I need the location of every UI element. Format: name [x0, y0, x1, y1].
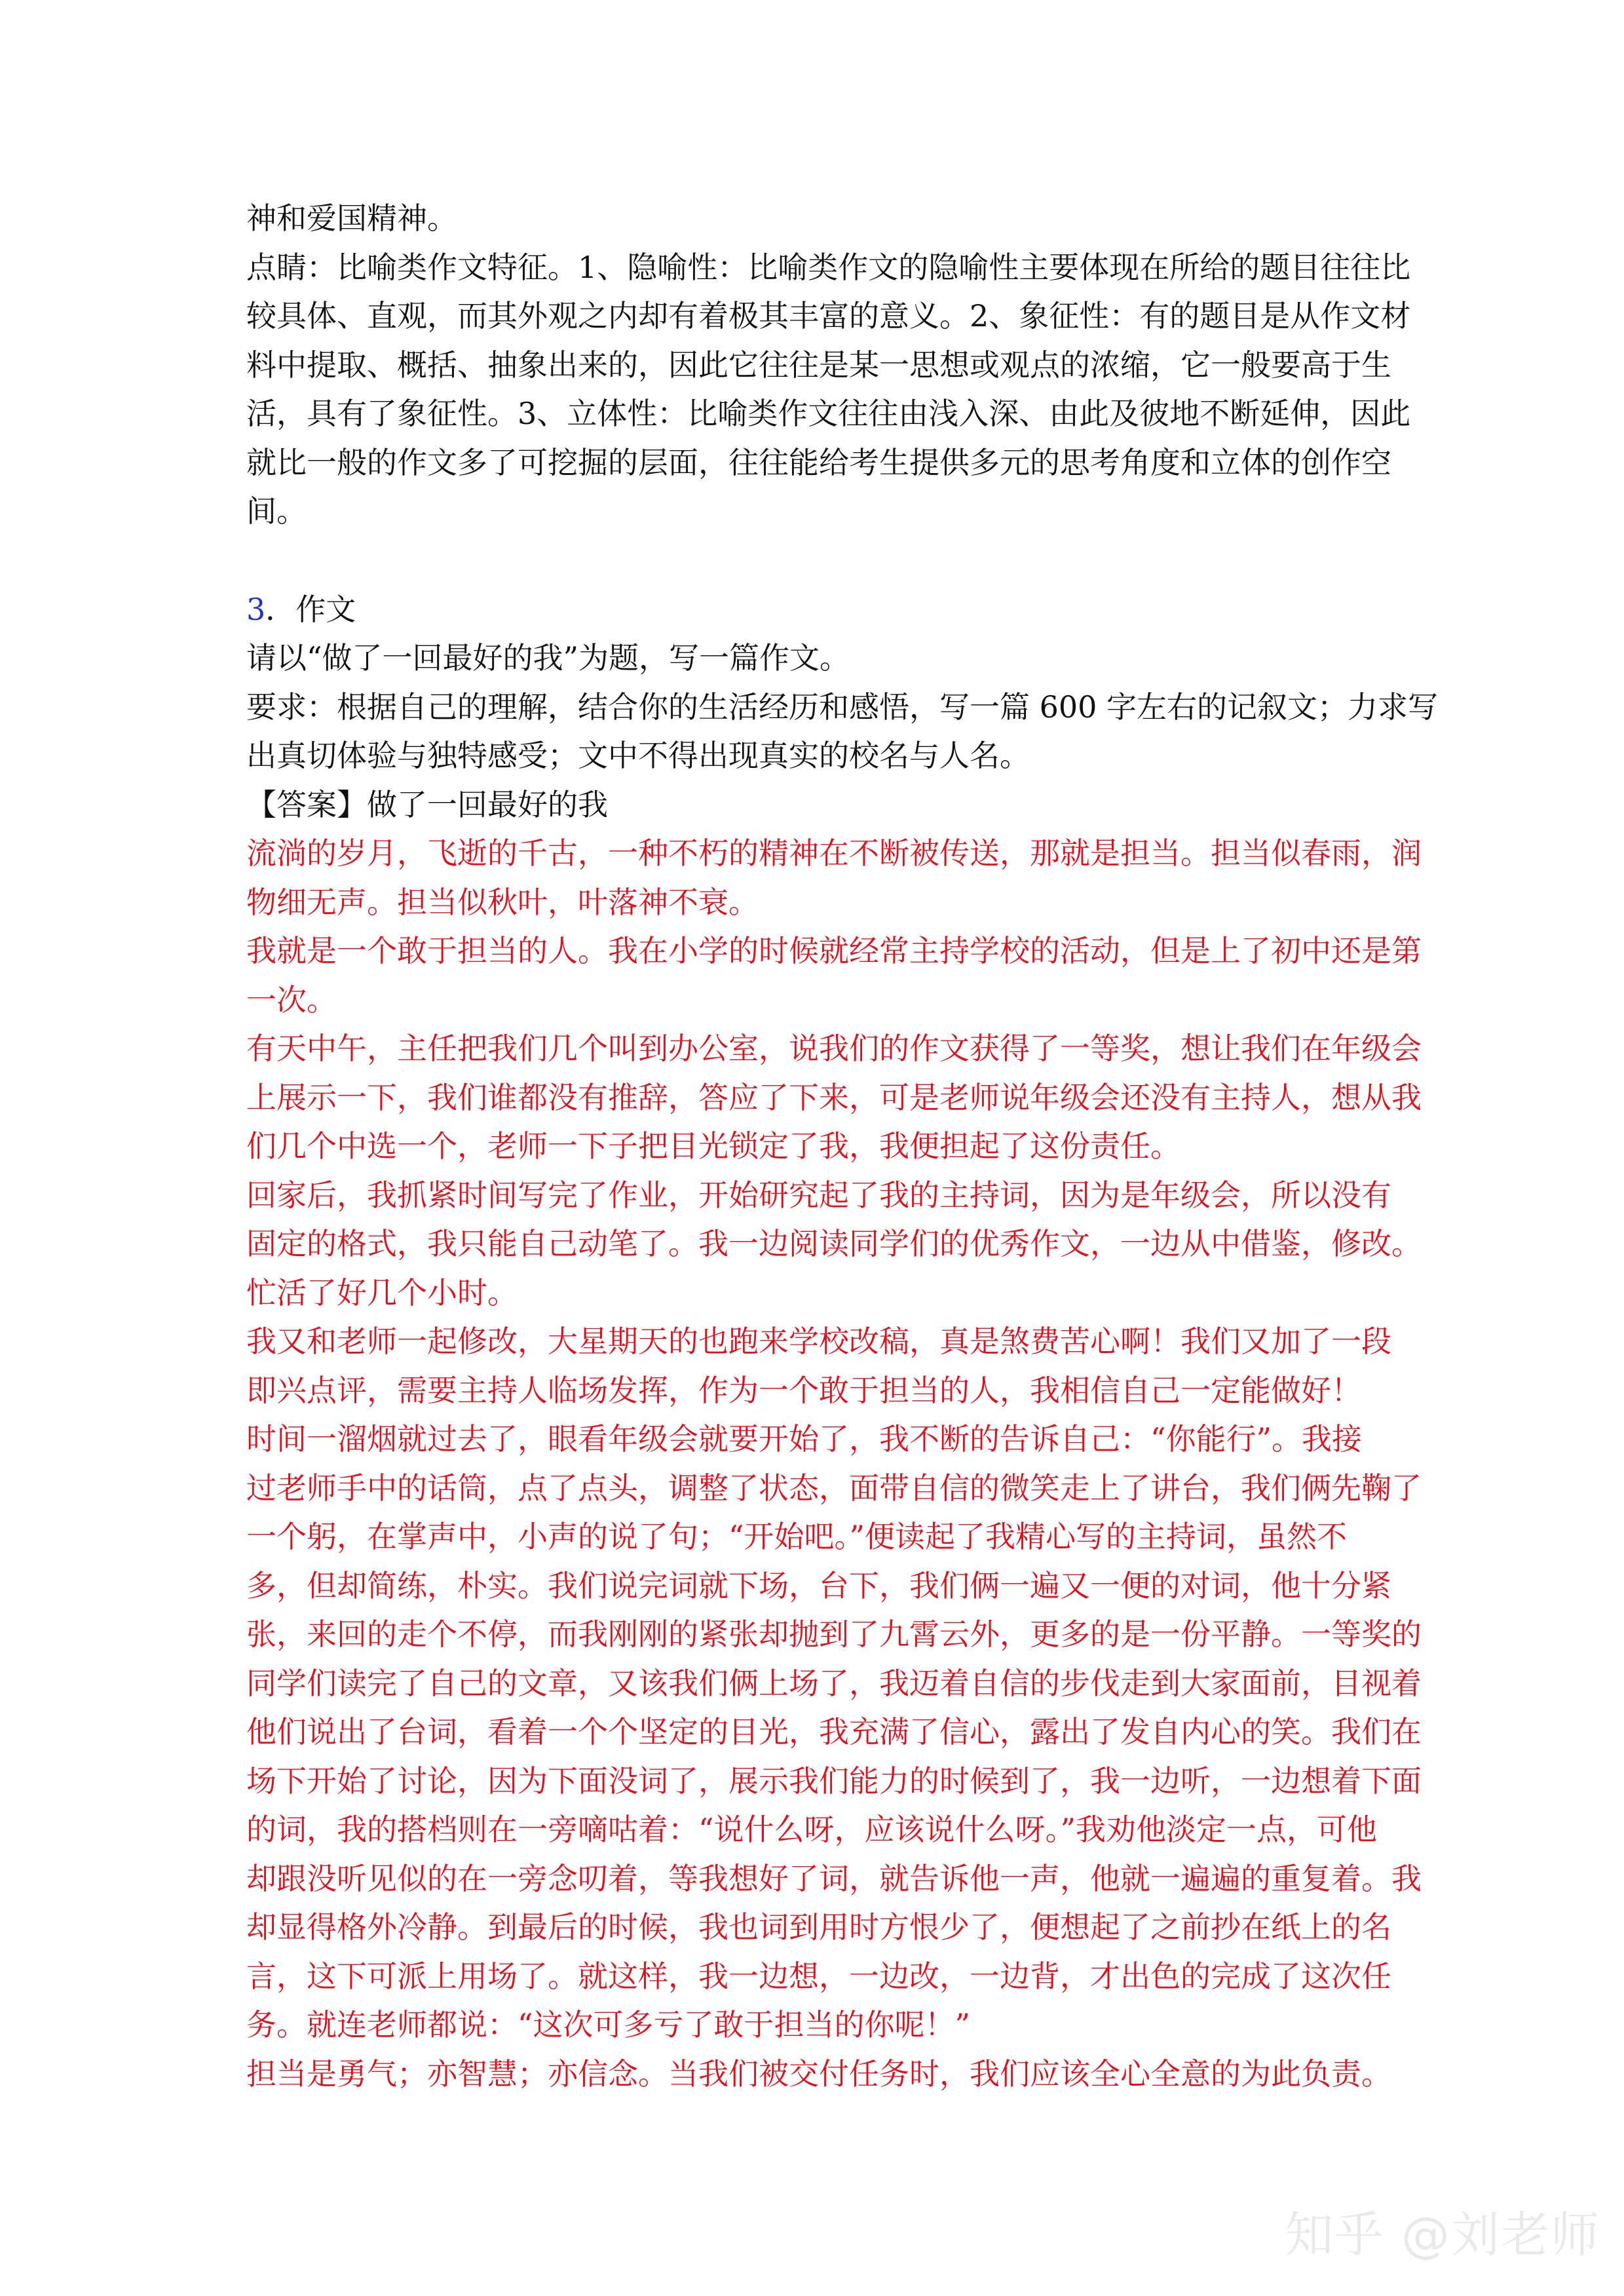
- essay-body: [246, 829, 1422, 2098]
- question-number: 3: [246, 591, 266, 627]
- essay-line: 场下开始了讨论，因为下面没词了，展示我们能力的时候到了，我一边听，一边想着下面: [246, 1763, 1422, 1799]
- essay-line: 他们说出了台词，看着一个个坚定的目光，我充满了信心，露出了发自内心的笑。我们在: [246, 1714, 1422, 1750]
- requirement-line: 出真切体验与独特感受；文中不得出现真实的校名与人名。: [246, 738, 1030, 773]
- essay-line: 言，这下可派上用场了。就这样，我一边想，一边改，一边背，才出色的完成了这次任: [246, 1958, 1391, 1994]
- essay-line: 物细无声。担当似秋叶，叶落神不衰。: [246, 884, 759, 920]
- essay-line: 张，来回的走个不停，而我刚刚的紧张却抛到了九霄云外，更多的是一份平静。一等奖的: [246, 1617, 1422, 1652]
- essay-line: 一个躬，在掌声中，小声的说了句；“开始吧。”便读起了我精心写的主持词，虽然不: [246, 1519, 1348, 1554]
- essay-line: 担当是勇气；亦智慧；亦信念。当我们被交付任务时，我们应该全心全意的为此负责。: [246, 2056, 1391, 2092]
- essay-line: 们几个中选一个，老师一下子把目光锁定了我，我便担起了这份责任。: [246, 1128, 1180, 1164]
- essay-line: 上展示一下，我们谁都没有推辞，答应了下来，可是老师说年级会还没有主持人，想从我: [246, 1079, 1422, 1115]
- essay-line: 有天中午，主任把我们几个叫到办公室，说我们的作文获得了一等奖，想让我们在年级会: [246, 1031, 1422, 1066]
- essay-line: 同学们读完了自己的文章，又该我们俩上场了，我迈着自信的步伐走到大家面前，目视着: [246, 1665, 1422, 1701]
- essay-line: 务。就连老师都说：“这次可多亏了敢于担当的你呢！”: [246, 2007, 971, 2042]
- essay-line: 多，但却简练，朴实。我们说完词就下场，台下，我们俩一遍又一便的对词，他十分紧: [246, 1567, 1391, 1603]
- text-line: 点睛：比喻类作文特征。1、隐喻性：比喻类作文的隐喻性主要体现在所给的题目往往比: [246, 249, 1411, 285]
- essay-line: 却跟没听见似的在一旁念叨着，等我想好了词，就告诉他一声，他就一遍遍的重复着。我: [246, 1860, 1422, 1896]
- question-title: ．作文: [265, 591, 356, 627]
- text-line: 料中提取、概括、抽象出来的，因此它往往是某一思想或观点的浓缩，它一般要高于生: [246, 347, 1391, 383]
- text-line: 活，具有了象征性。3、立体性：比喻类作文往往由浅入深、由此及彼地不断延伸，因此: [246, 396, 1411, 431]
- essay-line: 即兴点评，需要主持人临场发挥，作为一个敢于担当的人，我相信自己一定能做好！: [246, 1372, 1361, 1408]
- text-line: 神和爱国精神。: [246, 201, 457, 236]
- document-page: [246, 194, 1439, 2098]
- question-heading: [246, 585, 1386, 634]
- essay-line: 的词，我的搭档则在一旁嘀咕着：“说什么呀，应该说什么呀。”我劝他淡定一点，可他: [246, 1812, 1378, 1847]
- essay-line: 一次。: [246, 982, 337, 1018]
- essay-line: 固定的格式，我只能自己动笔了。我一边阅读同学们的优秀作文，一边从中借鉴，修改。: [246, 1226, 1422, 1261]
- section-gap: [246, 536, 1386, 585]
- text-line: 就比一般的作文多了可挖掘的层面，往往能给考生提供多元的思考角度和立体的创作空: [246, 444, 1391, 480]
- essay-line: 时间一溜烟就过去了，眼看年级会就要开始了，我不断的告诉自己：“你能行”。我接: [246, 1421, 1363, 1457]
- essay-line: 却显得格外冷静。到最后的时候，我也词到用时方恨少了，便想起了之前抄在纸上的名: [246, 1909, 1391, 1945]
- zhihu-watermark: 知乎 @刘老师: [1285, 2207, 1600, 2263]
- essay-line: 我又和老师一起修改，大星期天的也跑来学校改稿，真是煞费苦心啊！我们又加了一段: [246, 1324, 1391, 1359]
- essay-line: 回家后，我抓紧时间写完了作业，开始研究起了我的主持词，因为是年级会，所以没有: [246, 1177, 1391, 1213]
- essay-line: 流淌的岁月，飞逝的千古，一种不朽的精神在不断被传送，那就是担当。担当似春雨，润: [246, 835, 1422, 871]
- question-3: [246, 585, 1439, 830]
- answer-label: 【答案】做了一回最好的我: [246, 786, 608, 822]
- essay-line: 过老师手中的话筒，点了点头，调整了状态，面带自信的微笑走上了讲台，我们俩先鞠了: [246, 1470, 1422, 1506]
- question-prompt: 请以“做了一回最好的我”为题，写一篇作文。: [246, 640, 850, 676]
- essay-line: 我就是一个敢于担当的人。我在小学的时候就经常主持学校的活动，但是上了初中还是第: [246, 933, 1422, 968]
- text-line: 间。: [246, 493, 307, 529]
- section2-tail: [246, 194, 1411, 536]
- requirement-line: 要求：根据自己的理解，结合你的生活经历和感悟，写一篇 600 字左右的记叙文；力求写: [246, 689, 1439, 725]
- text-line: 较具体、直观，而其外观之内却有着极其丰富的意义。2、象征性：有的题目是从作文材: [246, 298, 1411, 334]
- essay-line: 忙活了好几个小时。: [246, 1274, 518, 1311]
